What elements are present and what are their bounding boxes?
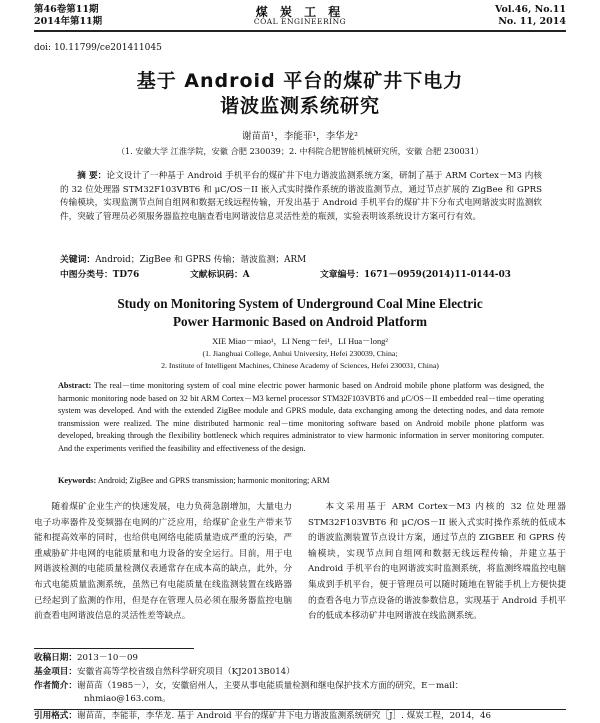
footnote-received-text: 2013－10－09 <box>76 653 138 663</box>
footnote-received <box>34 652 566 665</box>
doi: doi: 10.11799/ce201411045 <box>34 43 162 53</box>
affiliation-en-line2: 2. Institute of Intelligent Machines, Chinese Academy of Sciences, Hefei 230031, China) <box>161 361 439 370</box>
abstract-cn <box>60 170 542 224</box>
footnote-citation-label: 引用格式： <box>34 711 77 721</box>
footnote-fund-text: 安徽省高等学校省级自然科学研究项目（KJ2013B014） <box>76 667 295 677</box>
affiliation-cn: （1. 安徽大学 江淮学院，安徽 合肥 230039；2. 中科院合肥智能机械研究所，安徽 合肥 230031） <box>116 146 484 156</box>
abstract-en-text: The real－time monitoring system of coal mine electric power harmonic based on Android mobile phone platform was designed, the harmonic monitoring node based on 32 bit ARM Cortex－M3 kernel processor STM32F103VBT6 and μC/OS－II embedded real－time operating system was developed. And with the extended ZigBee module and GPRS module, data exchanging among the detecting nodes, and data remote transmission were realized. The mine distributed harmonic real－time monitoring software based on Android mobile phone platform was developed, breaking through the flexibility bottleneck which requires administrator to view harmonic information in server monitoring computer. And the experiments verified the feasibility and effectiveness of the design. <box>58 381 544 453</box>
keywords-en-text: Android; ZigBee and GPRS transmission; harmonic monitoring; ARM <box>97 476 330 485</box>
classification-cn <box>60 267 550 280</box>
keywords-en <box>58 476 544 485</box>
footnote-author-text: 谢苗苗（1985－），女，安徽宿州人，主要从事电能质量检测和继电保护技术方面的研究，E－mail： <box>76 681 464 691</box>
footnote-fund-label: 基金项目： <box>34 667 77 677</box>
footnote-rule <box>34 648 194 649</box>
article-number: 文章编号：1671－0959(2014)11-0144-03 <box>320 270 511 280</box>
authors-en: XIE Miao－miao¹，LI Neng－fei¹，LI Hua－long² <box>212 337 388 346</box>
authors-cn: 谢苗苗¹，李能菲¹，李华龙² <box>242 131 358 142</box>
footnote-citation <box>34 710 566 723</box>
clc-number: 中图分类号：TD76 <box>60 270 140 280</box>
body-column-left: 随着煤矿企业生产的快速发展，电力负荷急剧增加，大量电力电子功率器件及变频器在电网的广泛应用，给煤矿企业生产带来节能和提高效率的同时，也给供电网络电能质量造成严重的污染，严重威胁矿井电网的电能质量和电力设备的安全运行。目前，用于电网谐波检测的电能质量检测仪表通常存在成本高的缺点，此外，分布式电能质量监测系统，虽然已有电能质量在线监测装置在线路器已经起到了监测的作用，但是存在管理人员必须在服务器监控电脑前查看电网谐波信息的灵活性差等缺点。 <box>34 502 292 622</box>
issue-en: No. 11, 2014 <box>498 16 566 27</box>
title-en-line1: Study on Monitoring System of Underground Coal Mine Electric <box>117 296 483 311</box>
footnote-fund <box>34 666 566 679</box>
volume-cn: 第46卷第11期 <box>34 4 99 15</box>
header-rule <box>34 30 566 32</box>
footnote-email-text: nhmiao@163.com。 <box>84 694 171 704</box>
abstract-cn-text: 论文设计了一种基于 Android 手机平台的煤矿井下电力谐波监测系统方案，研制了基于 ARM Cortex－M3 内核的 32 位处理器 STM32F103VBT6 和 μC/OS－II 嵌入式实时操作系统的谐波监测节点，通过节点扩展的 ZigBee 和 GPRS 传输模块，实现监测节点间自组网和数据无线远程传输，开发出基于 Android 手机平台的煤矿井下分布式电网谐波实时监测软件，突破了管理员必须服务器监控电脑查看电网谐波信息灵活性差的瓶颈，实验表明该系统设计方案可行有效。 <box>60 171 542 222</box>
title-cn-line2: 谐波监测系统研究 <box>219 95 380 117</box>
issue-date-cn: 2014年第11期 <box>34 16 103 27</box>
keywords-cn-label: 关键词： <box>60 255 96 265</box>
volume-en: Vol.46, No.11 <box>495 4 566 15</box>
keywords-en-label: Keywords: <box>58 476 97 485</box>
journal-name-en: COAL ENGINEERING <box>253 17 347 26</box>
keywords-cn <box>60 252 306 265</box>
journal-name-cn: 煤 炭 工 程 <box>255 5 345 19</box>
footnote-email <box>84 693 600 706</box>
title-en-line2: Power Harmonic Based on Android Platform <box>172 314 428 329</box>
footnote-author-label: 作者简介： <box>34 681 77 691</box>
footnote-received-label: 收稿日期： <box>34 653 77 663</box>
body-column-right: 本文采用基于 ARM Cortex－M3 内核的 32 位处理器 STM32F103VBT6 和 μC/OS－II 嵌入式实时操作系统的低成本的谐波监测装置节点设计方案，通过节点的 ZIGBEE 和 GPRS 传输模块，实现节点间自组网和数据无线远程传输，并建立基于 Android 手机平台的电网谐波实时监测系统，将监测终端监控电脑集成到手机平台，便于管理员可以随时随地在智能手机上方便快捷的查看各电力节点设备的谐波参数信息，实现基于 Android 手机平台的低成本移动矿井电网谐波在线监测系统。 <box>308 502 566 622</box>
keywords-cn-text: Android；ZigBee 和 GPRS 传输；谐波监测；ARM <box>95 255 307 265</box>
abstract-en-label: Abstract: <box>58 381 92 390</box>
abstract-en <box>58 380 544 456</box>
abstract-cn-label: 摘 要： <box>77 171 107 181</box>
affiliation-en-line1: (1. Jianghuai College, Anhui University, Hefei 230039, China; <box>202 349 398 358</box>
footnote-author <box>34 680 566 693</box>
doc-code: 文献标识码：A <box>190 270 250 280</box>
title-cn-line1: 基于 Android 平台的煤矿井下电力 <box>136 70 464 92</box>
footnote-citation-text: 谢苗苗，李能菲，李华龙. 基于 Android 平台的煤矿井下电力谐波监测系统研究［J］. 煤炭工程，2014，46 <box>76 711 491 721</box>
